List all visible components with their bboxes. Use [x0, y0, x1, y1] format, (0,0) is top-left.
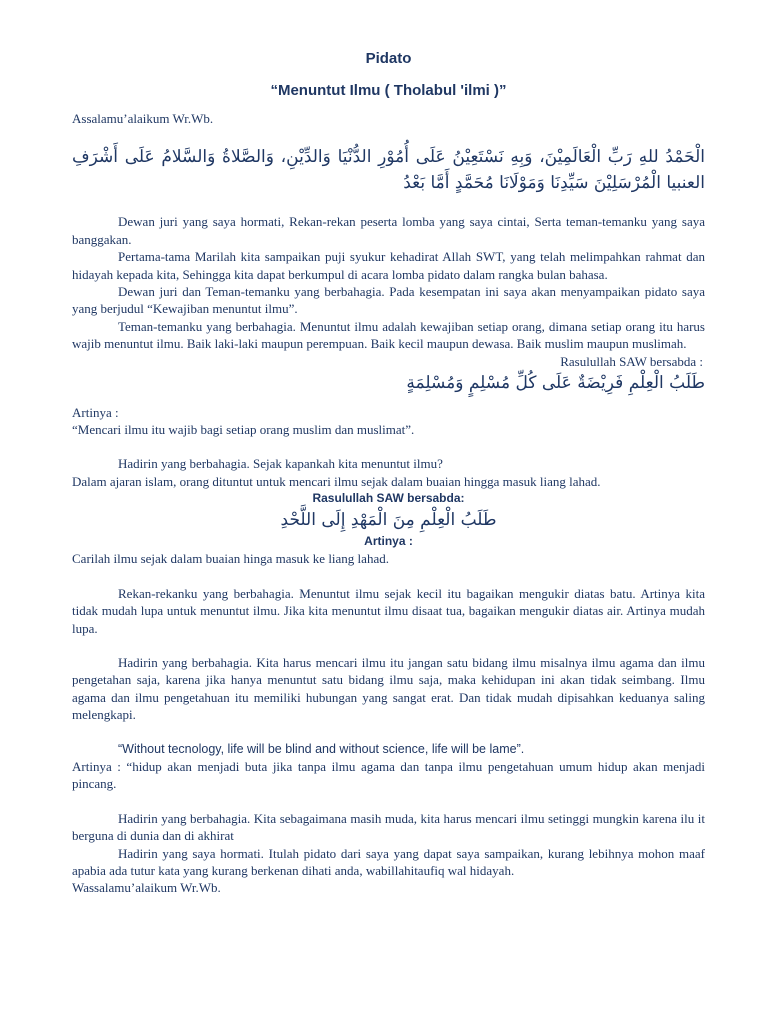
paragraph-gratitude: Pertama-tama Marilah kita sampaikan puji syukur kehadirat Allah SWT, yang telah melimpahkan rahmat dan hidayah kepada kita, Sehingga kita dapat berkumpul di acara lomba pidato dalam rangka bulan bahasa.	[72, 249, 705, 282]
artinya-2-label: Artinya :	[364, 534, 413, 549]
paragraph-obligation: Teman-temanku yang berbahagia. Menuntut ilmu adalah kewajiban setiap orang, dimana setiap orang itu harus wajib menuntut ilmu. Baik laki-laki maupun perempuan. Baik kecil maupun dewasa. Baik muslim maupun muslimah.	[72, 318, 705, 352]
artinya-2-text: Carilah ilmu sejak dalam buaian hinga masuk ke liang lahad.	[72, 551, 389, 567]
document-page	[72, 50, 705, 897]
paragraph-young: Hadirin yang berbahagia. Kita sebagaimana masih muda, kita harus mencari ilmu setinggi mungkin karena ilu it berguna di dunia dan di akhirat	[72, 810, 705, 844]
paragraph-opening-salutation: Dewan juri yang saya hormati, Rekan-rekan peserta lomba yang saya cintai, Serta teman-temanku yang saya banggakan.	[72, 214, 705, 247]
document-subtitle: “Menuntut Ilmu ( Tholabul 'ilmi )”	[270, 82, 507, 99]
hadith-1-arabic: طَلَبُ الْعِلْمِ فَرِيْضَةٌ عَلَى كُلِّ مُسْلِمٍ وَمُسْلِمَةٍ	[406, 372, 705, 393]
document-title: Pidato	[365, 50, 412, 67]
artinya-3-text: Artinya : “hidup akan menjadi buta jika tanpa ilmu agama dan tanpa ilmu pengetahuan umum hidup akan menjadi pincang.	[72, 758, 705, 792]
hadith-1-intro: Rasulullah SAW bersabda :	[560, 353, 703, 369]
closing-greeting: Wassalamu’alaikum Wr.Wb.	[72, 880, 221, 896]
paragraph-islamic-teaching: Dalam ajaran islam, orang dituntut untuk mencari ilmu sejak dalam buaian hingga masuk liang lahad.	[72, 473, 601, 489]
hadith-2-arabic: طَلَبُ الْعِلْمِ مِنَ الْمَهْدِ إِلَى اللَّحْدِ	[280, 510, 497, 531]
paragraph-carving-stone: Rekan-rekanku yang berbahagia. Menuntut ilmu sejak kecil itu bagaikan mengukir diatas batu. Artinya kita tidak mudah lupa untuk menuntut ilmu. Jika kita menuntut ilmu disaat tua, bagaikan mengukir diatas air. Artinya mudah lupa.	[72, 585, 705, 636]
arabic-opening: الْحَمْدُ للهِ رَبِّ الْعَالَمِيْنَ، وَبِهِ نَسْتَعِيْنُ عَلَى أُمُوْرِ الدُّنْيَا وَالدِّيْنِ، وَالصَّلاةُ وَالسَّلامُ عَلَى أَشْرَفِ العنبيا الْمُرْسَلِيْنَ سَيِّدِنَا وَمَوْلَانَا مُحَمَّدٍ أَمَّا بَعْدُ	[72, 147, 705, 194]
quote-technology: “Without tecnology, life will be blind and without science, life will be lame”.	[118, 741, 525, 756]
paragraph-closing-apology: Hadirin yang saya hormati. Itulah pidato dari saya yang dapat saya sampaikan, kurang lebihnya mohon maaf apabia ada tutur kata yang kurang berkenan dihati anda, wabillahitaufiq wal hidayah.	[72, 845, 705, 878]
artinya-1-label: Artinya :	[72, 404, 119, 420]
paragraph-balance-knowledge: Hadirin yang berbahagia. Kita harus mencari ilmu itu jangan satu bidang ilmu misalnya ilmu agama dan ilmu pengetahan saja, karena jika hanya menuntut satu bidang ilmu saja, maka kehidupan ini akan tidak seimbang. Ilmu agama dan ilmu pengetahuan itu memiliki hubungan yang sangat erat. Dan tidak mudah dipisahkan keduanya saling melengkapi.	[72, 654, 705, 723]
hadith-2-intro: Rasulullah SAW bersabda:	[312, 491, 465, 506]
paragraph-topic-intro: Dewan juri dan Teman-temanku yang berbahagia. Pada kesempatan ini saya akan menyampaikan pidato saya yang berjudul “Kewajiban menuntut ilmu”.	[72, 284, 705, 317]
paragraph-since-when: Hadirin yang berbahagia. Sejak kapankah kita menuntut ilmu?	[118, 456, 443, 472]
artinya-1-text: “Mencari ilmu itu wajib bagi setiap orang muslim dan muslimat”.	[72, 422, 415, 438]
greeting: Assalamu’alaikum Wr.Wb.	[72, 111, 214, 126]
